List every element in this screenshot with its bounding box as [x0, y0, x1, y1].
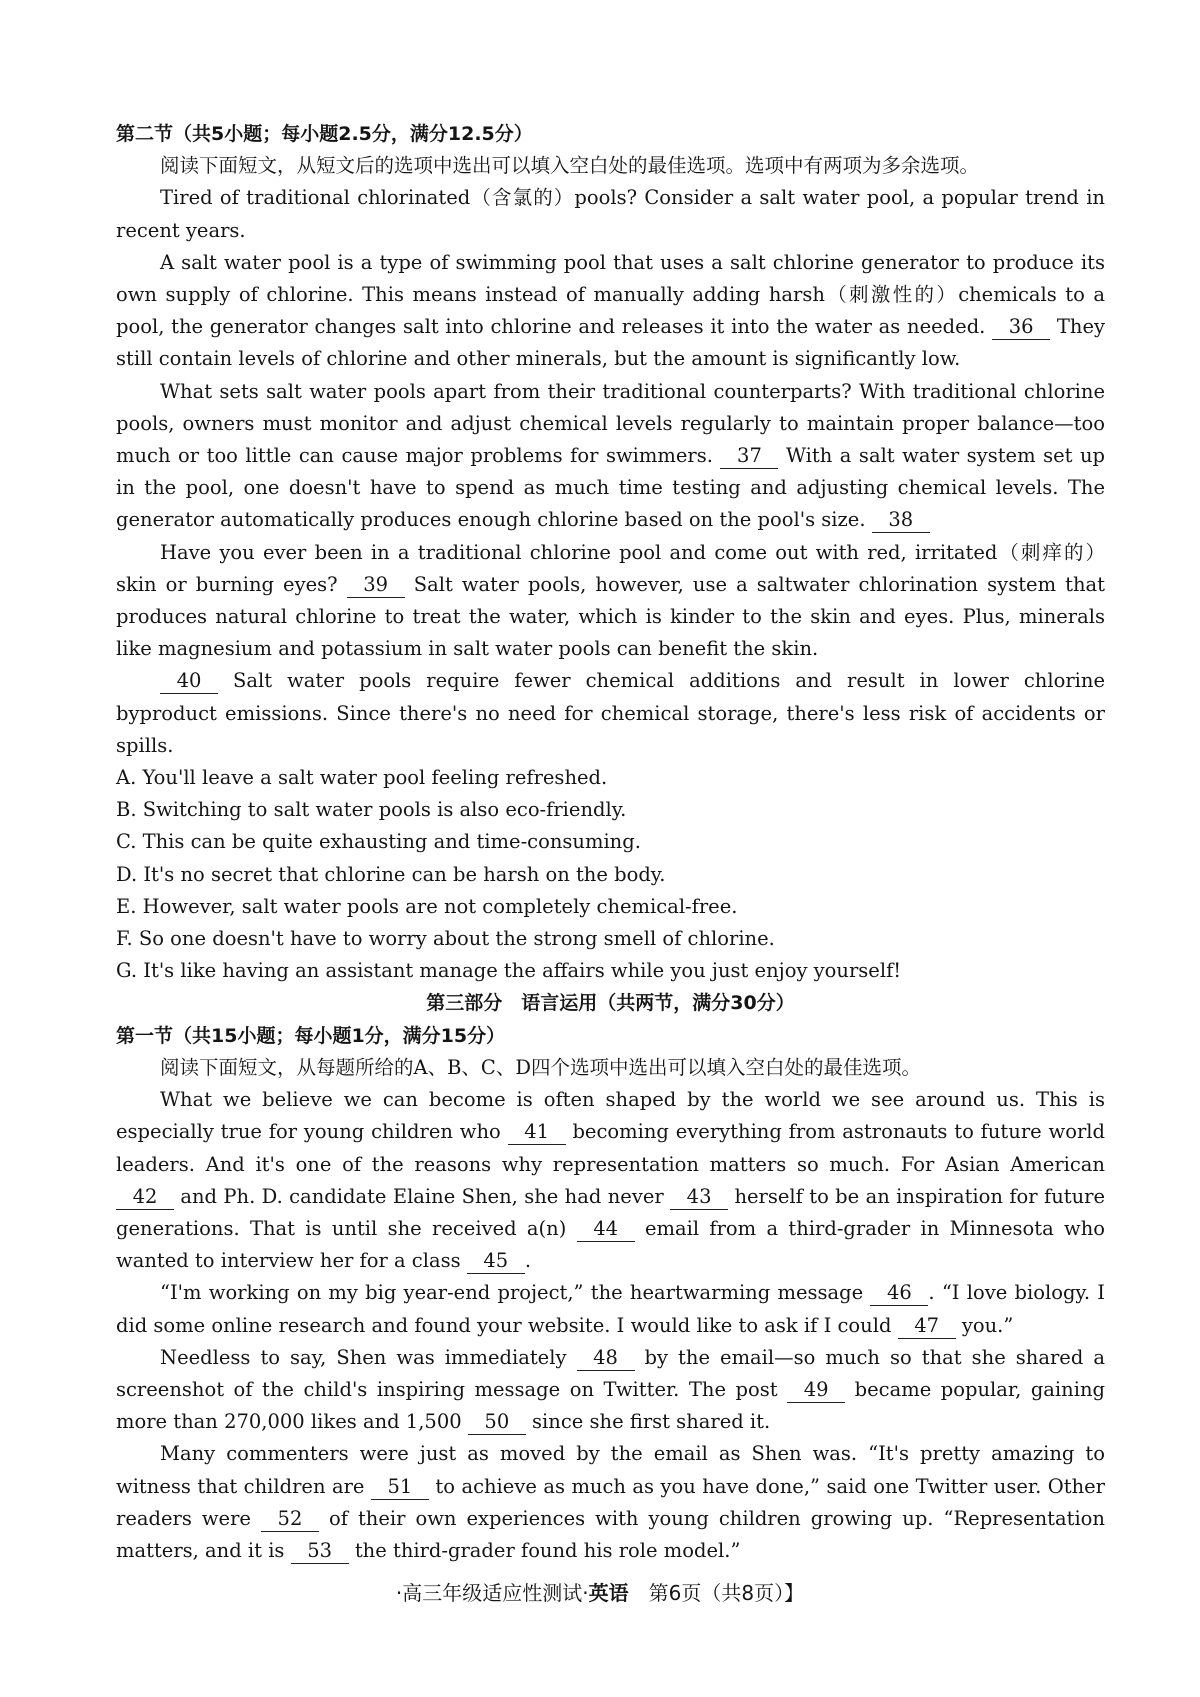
blank-50: 50: [468, 1410, 526, 1435]
page-footer: [0, 1577, 1200, 1609]
passage-paragraph-2: [116, 247, 1105, 376]
blank-47: 47: [898, 1314, 956, 1339]
passage-paragraph-4: [116, 537, 1105, 666]
blank-36: 36: [992, 315, 1050, 340]
footer-prefix: ·高三年级适应性测试·: [395, 1581, 589, 1605]
part3-instruction: 阅读下面短文，从每题所给的A、B、C、D四个选项中选出可以填入空白处的最佳选项。: [160, 1055, 921, 1079]
option-f: F. So one doesn't have to worry about the strong smell of chlorine.: [116, 927, 775, 951]
cloze-paragraph-1: What we believe we can become is often shaped by the world we see around us. This is especially true for young children who 41 becoming everything from astronauts to future world leaders. And it's one of the reasons why representation matters so much. For Asian American 42 and Ph. D. candidate Elaine Shen, she had never 43 herself to be an inspiration for future generations. That is until she received a(n) 44 email from a third-grader in Minnesota who wanted to interview her for a class 45 .: [116, 1088, 1106, 1273]
paragraph-text: Salt water pools, however, use a saltwater chlorination system that produces natural chlorine to treat the water, which is kinder to the skin and eyes. Plus, minerals like magnesium and potassium in salt water pools can benefit the skin.: [116, 572, 1105, 661]
paragraph-text: With a salt water system set up in the pool, one doesn't have to spend as much time testing and adjusting chemical levels. The generator automatically produces enough chlorine based on the pool's size.: [116, 444, 1106, 532]
blank-53: 53: [291, 1539, 349, 1564]
paragraph-text: “I'm working on my big year-end project,” the heartwarming message: [160, 1281, 864, 1305]
paragraph-text: becoming everything from astronauts to future world leaders. And it's one of the reasons why representation matters so much. For Asian American: [116, 1120, 1106, 1176]
option-d: D. It's no secret that chlorine can be harsh on the body.: [116, 862, 666, 886]
part3-title: 第三部分 语言运用（共两节，满分30分）: [426, 992, 795, 1015]
paragraph-text: Salt water pools require fewer chemical additions and result in lower chlorine byproduct emissions. Since there's no need for chemical storage, there's less risk of accidents or spills.: [116, 669, 1105, 757]
paragraph-text: the third-grader found his role model.”: [354, 1538, 741, 1562]
paragraph-text: and Ph. D. candidate Elaine Shen, she had never: [180, 1184, 664, 1208]
cloze-paragraph-2: [116, 1277, 1105, 1341]
paragraph-text: became popular, gaining more than 270,000 likes and 1,500: [116, 1377, 1105, 1434]
paragraph-text: A salt water pool is a type of swimming pool that uses a salt chlorine generator to produce its own supply of chlorine. This means instead of manually adding harsh（刺激性的）chemicals to a pool, the generator changes salt into chlorine and releases it into the water as needed.: [116, 250, 1105, 339]
blank-43: 43: [670, 1185, 728, 1210]
blank-39: 39: [347, 573, 405, 598]
paragraph-text: email from a third-grader in Minnesota who wanted to interview her for a class: [116, 1216, 1105, 1273]
blank-38: 38: [872, 508, 930, 533]
paragraph-text: to achieve as much as you have done,” said one Twitter user. Other readers were: [116, 1474, 1105, 1530]
answer-options: [116, 762, 1105, 987]
option-e: E. However, salt water pools are not completely chemical-free.: [116, 894, 738, 918]
paragraph-text: by the email—so much so that she shared a screenshot of the child's inspiring message on Twitter. The post: [116, 1345, 1105, 1401]
section2-heading: 第二节（共5小题；每小题2.5分，满分12.5分）: [116, 123, 533, 145]
cloze-paragraph-4: [116, 1438, 1105, 1567]
blank-40: 40: [160, 669, 218, 694]
blank-41: 41: [508, 1120, 566, 1145]
paragraph-text: Have you ever been in a traditional chlorine pool and come out with red, irritated（刺痒的）skin or burning eyes?: [116, 540, 1105, 596]
paragraph-text: They still contain levels of chlorine and other minerals, but the amount is significantly low.: [116, 315, 1106, 371]
blank-46: 46: [870, 1281, 928, 1306]
paragraph-text: . “I love biology. I did some online research and found your website. I would like to ask if I could: [116, 1281, 1106, 1337]
blank-49: 49: [787, 1378, 845, 1403]
blank-52: 52: [261, 1507, 319, 1532]
paragraph-text: What we believe we can become is often shaped by the world we see around us. This is especially true for young children who: [116, 1088, 1105, 1144]
passage-paragraph-1: Tired of traditional chlorinated（含氯的）pools? Consider a salt water pool, a popular trend in recent years.: [116, 186, 1105, 242]
option-c: C. This can be quite exhausting and time-consuming.: [116, 830, 641, 854]
paragraph-text: herself to be an inspiration for future generations. That is until she received a(n): [116, 1184, 1106, 1240]
footer-page: 第6页（共8页）】: [648, 1581, 805, 1605]
paragraph-text: What sets salt water pools apart from their traditional counterparts? With traditional chlorine pools, owners must monitor and adjust chemical levels regularly to maintain proper balance—too much or too little can cause major problems for swimmers.: [116, 379, 1105, 468]
option-g: G. It's like having an assistant manage the affairs while you just enjoy yourself!: [116, 959, 902, 983]
paragraph-text: you.”: [961, 1313, 1014, 1337]
footer-subject: 英语: [588, 1581, 629, 1605]
paragraph-text: Many commenters were just as moved by the email as Shen was. “It's pretty amazing to witness that children are: [116, 1442, 1105, 1498]
option-b: B. Switching to salt water pools is also eco-friendly.: [116, 798, 627, 822]
paragraph-text: of their own experiences with young children growing up. “Representation matters, and it is: [116, 1506, 1105, 1562]
blank-51: 51: [371, 1475, 429, 1500]
section2-instruction: 阅读下面短文，从短文后的选项中选出可以填入空白处的最佳选项。选项中有两项为多余选项。: [160, 154, 980, 178]
blank-45: 45: [467, 1249, 525, 1274]
cloze-paragraph-3: [116, 1342, 1105, 1439]
passage-paragraph-5: [116, 665, 1105, 762]
paragraph-text: Needless to say, Shen was immediately: [160, 1345, 567, 1369]
blank-37: 37: [720, 444, 778, 469]
paragraph-text: since she first shared it.: [532, 1410, 771, 1434]
passage-paragraph-3: [116, 376, 1105, 537]
blank-42: 42: [116, 1185, 174, 1210]
part3-section1-heading: 第一节（共15小题；每小题1分，满分15分）: [116, 1024, 506, 1047]
blank-48: 48: [577, 1346, 635, 1371]
option-a: A. You'll leave a salt water pool feeling refreshed.: [116, 766, 608, 790]
blank-44: 44: [577, 1217, 635, 1242]
